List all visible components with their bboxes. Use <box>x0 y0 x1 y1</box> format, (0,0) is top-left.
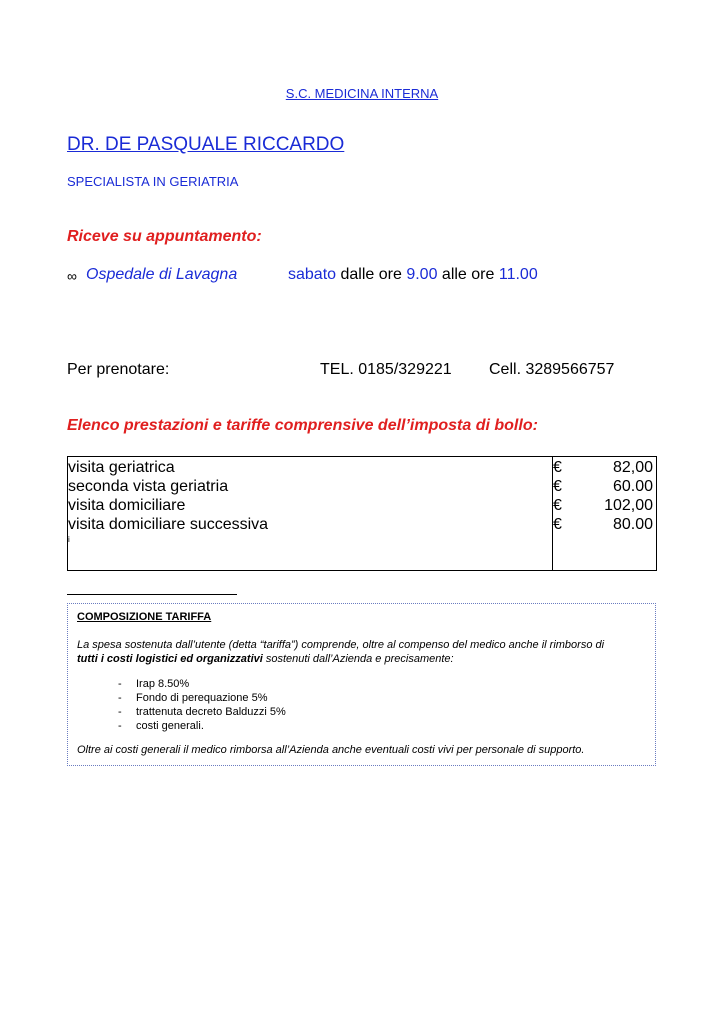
list-item-text: Fondo di perequazione 5% <box>136 692 268 704</box>
table-row <box>68 515 656 534</box>
euro-symbol: € <box>553 497 562 514</box>
schedule-to-label: alle ore <box>441 266 495 283</box>
list-item-text: costi generali. <box>136 720 204 732</box>
services-heading: Elenco prestazioni e tariffe comprensive dell’imposta di bollo: <box>67 417 538 434</box>
composition-desc-bold: tutti i costi logistici ed organizzativi <box>77 653 263 665</box>
service-price: 102,00 <box>604 497 653 514</box>
booking-tel: TEL. 0185/329221 <box>320 361 452 378</box>
composition-footer: Oltre ai costi generali il medico rimborsa all’Azienda anche eventuali costi vivi per personale di supporto. <box>77 744 585 756</box>
schedule-from-label: dalle ore <box>340 266 402 283</box>
footnote-separator <box>67 594 237 595</box>
location: Ospedale di Lavagna <box>86 266 238 283</box>
specialty: SPECIALISTA IN GERIATRIA <box>67 174 239 189</box>
table-row <box>68 458 656 477</box>
schedule-from-time: 9.00 <box>406 266 438 283</box>
department-title: S.C. MEDICINA INTERNA <box>285 86 439 101</box>
list-item-text: trattenuta decreto Balduzzi 5% <box>136 706 286 718</box>
infinity-bullet-icon: ∞ <box>67 268 77 284</box>
schedule <box>288 266 538 284</box>
table-row <box>68 477 656 496</box>
euro-symbol: € <box>553 516 562 533</box>
euro-symbol: € <box>553 478 562 495</box>
service-price: 82,00 <box>612 459 653 476</box>
schedule-to-time: 11.00 <box>498 266 538 283</box>
euro-symbol: € <box>553 459 562 476</box>
composition-box <box>67 603 656 766</box>
list-item-text: Irap 8.50% <box>136 678 190 690</box>
appointment-heading: Riceve su appuntamento: <box>67 228 262 245</box>
schedule-day: sabato <box>288 266 337 283</box>
doctor-name: DR. DE PASQUALE RICCARDO <box>67 134 345 155</box>
service-name: visita domiciliare <box>68 497 186 514</box>
trailing-mark: i <box>68 535 70 544</box>
composition-desc-part2: sostenuti dall’Azienda e precisamente: <box>262 653 454 665</box>
list-dash: - <box>118 678 122 690</box>
list-dash: - <box>118 692 122 704</box>
list-dash: - <box>118 720 122 732</box>
composition-desc-part1: La spesa sostenuta dall’utente (detta “tariffa”) comprende, oltre al compenso del medico anche il rimborso di <box>77 639 605 651</box>
service-name: visita geriatrica <box>68 459 175 476</box>
service-price: 60.00 <box>612 478 653 495</box>
composition-description <box>77 638 647 666</box>
booking-label: Per prenotare: <box>67 361 170 378</box>
service-name: visita domiciliare successiva <box>68 516 269 533</box>
service-price: 80.00 <box>612 516 653 533</box>
table-row <box>68 496 656 515</box>
booking-cell: Cell. 3289566757 <box>489 361 615 378</box>
list-dash: - <box>118 706 122 718</box>
price-table <box>67 456 657 571</box>
composition-title: COMPOSIZIONE TARIFFA <box>77 611 212 623</box>
service-name: seconda vista geriatria <box>68 478 229 495</box>
